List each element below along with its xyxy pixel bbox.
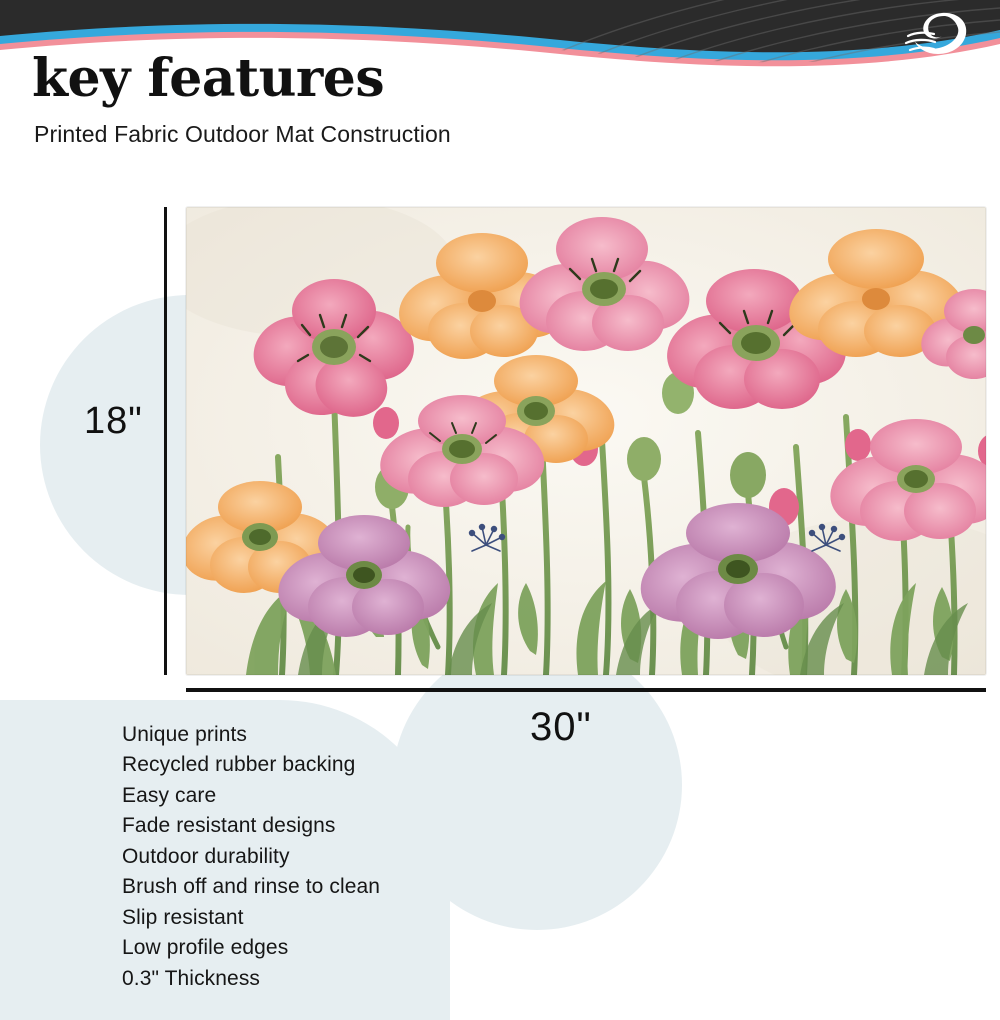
page-title: key features xyxy=(32,48,385,109)
swan-logo-icon xyxy=(882,6,978,62)
list-item: Easy care xyxy=(122,783,217,807)
list-item: Unique prints xyxy=(122,723,248,746)
list-item: 0.3" Thickness xyxy=(122,966,261,990)
title-block xyxy=(32,48,732,148)
list-item: Recycled rubber backing xyxy=(122,753,356,777)
features-list xyxy=(122,720,380,994)
page-subtitle: Printed Fabric Outdoor Mat Construction xyxy=(34,120,451,147)
list-item: Outdoor durability xyxy=(122,844,290,868)
width-dimension-line xyxy=(186,688,986,692)
brand-logo xyxy=(882,6,978,62)
width-dimension-label: 30" xyxy=(530,705,592,749)
height-dimension-label: 18" xyxy=(84,400,143,442)
height-dimension-line xyxy=(164,207,167,675)
list-item: Fade resistant designs xyxy=(122,814,336,838)
watercolor-floral-artwork xyxy=(186,207,986,675)
list-item: Low profile edges xyxy=(122,936,289,960)
list-item: Brush off and rinse to clean xyxy=(122,875,381,899)
product-image-area xyxy=(186,207,986,675)
product-mat-image xyxy=(186,207,986,675)
list-item: Slip resistant xyxy=(122,905,244,929)
